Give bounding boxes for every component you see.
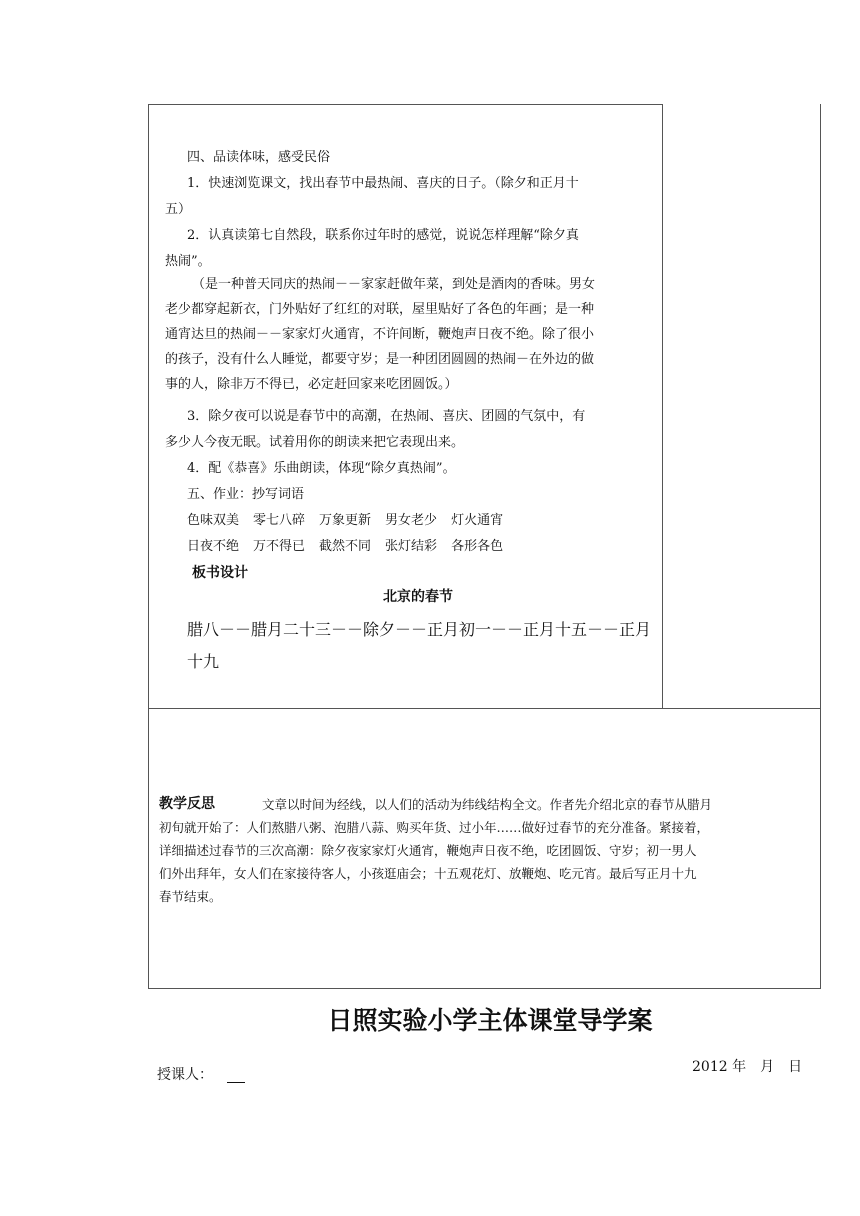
board-title: 北京的春节 [383,589,453,605]
vocab-word: 男女老少 [385,513,438,528]
board-timeline-line-2: 十九 [187,652,220,671]
item-3-line-2: 多少人今夜无眠。试着用你的朗读来把它表现出来。 [165,435,465,450]
reflection-line: 文章以时间为经线，以人们的活动为纬线结构全文。作者先介绍北京的春节从腊月 [262,797,713,812]
vocab-word: 日夜不绝 [187,539,240,554]
board-design-label: 板书设计 [192,565,248,581]
reflection-line: 们外出拜年，女人们在家接待客人，小孩逛庙会；十五观花灯、放鞭炮、吃元宵。最后写正月十九 [159,866,697,881]
item-4: 4．配《恭喜》乐曲朗读，体现“除夕真热闹”。 [187,461,456,476]
table-top-border [148,104,662,105]
vocab-word: 万象更新 [319,513,372,528]
vocab-word: 截然不同 [319,539,372,554]
school-title: 日照实验小学主体课堂导学案 [327,1006,653,1035]
answer-line: 通宵达旦的热闹－－家家灯火通宵，不许间断，鞭炮声日夜不绝。除了很小 [165,327,595,342]
reflection-line: 初旬就开始了：人们熬腊八粥、泡腊八蒜、购买年货、过小年……做好过春节的充分准备。紧接着， [159,820,710,835]
table-right-border [820,104,821,989]
answer-line: 事的人，除非万不得已，必定赶回家来吃团圆饭。） [165,377,458,392]
item-2-line-2: 热闹”。 [165,254,211,269]
reflection-line: 春节结束。 [159,889,222,904]
reflection-label: 教学反思 [159,796,215,812]
vocab-row-1 [187,508,517,534]
row-divider [148,708,820,709]
vocab-row-2 [187,534,517,560]
inner-column-border [662,104,663,708]
answer-line: 老少都穿起新衣，门外贴好了红红的对联，屋里贴好了各色的年画；是一种 [165,302,595,317]
item-2-line-1: 2．认真读第七自然段，联系你过年时的感觉，说说怎样理解“除夕真 [187,228,579,243]
reflection-line: 详细描述过春节的三次高潮：除夕夜家家灯火通宵，鞭炮声日夜不绝，吃团圆饭、守岁；初一男人 [159,843,697,858]
item-1-line-2: 五） [165,202,192,217]
answer-line: 的孩子，没有什么人睡觉，都要守岁；是一种团团圆圆的热闹－在外边的做 [165,352,595,367]
item-1-line-1: 1．快速浏览课文，找出春节中最热闹、喜庆的日子。（除夕和正月十 [187,176,579,191]
vocab-word: 灯火通宵 [451,513,504,528]
vocab-word: 各形各色 [451,539,504,554]
vocab-word: 零七八碎 [253,513,306,528]
item-3-line-1: 3．除夕夜可以说是春节中的高潮，在热闹、喜庆、团圆的气氛中，有 [187,409,586,424]
vocab-word: 张灯结彩 [385,539,438,554]
vocab-word: 万不得已 [253,539,306,554]
answer-line: （是一种普天同庆的热闹－－家家赶做年菜，到处是酒肉的香味。男女 [192,277,596,292]
teacher-label: 授课人： [157,1067,213,1083]
table-left-border [148,104,149,989]
teacher-name-field[interactable] [227,1064,245,1083]
date-text: 2012 年 月 日 [692,1059,803,1075]
board-timeline-line-1: 腊八－－腊月二十三－－除夕－－正月初一－－正月十五－－正月 [187,620,652,639]
section-4-title: 四、品读体味，感受民俗 [187,150,331,165]
table-bottom-border [148,988,820,989]
vocab-word: 色味双美 [187,513,240,528]
section-5-title: 五、作业：抄写词语 [187,487,305,502]
